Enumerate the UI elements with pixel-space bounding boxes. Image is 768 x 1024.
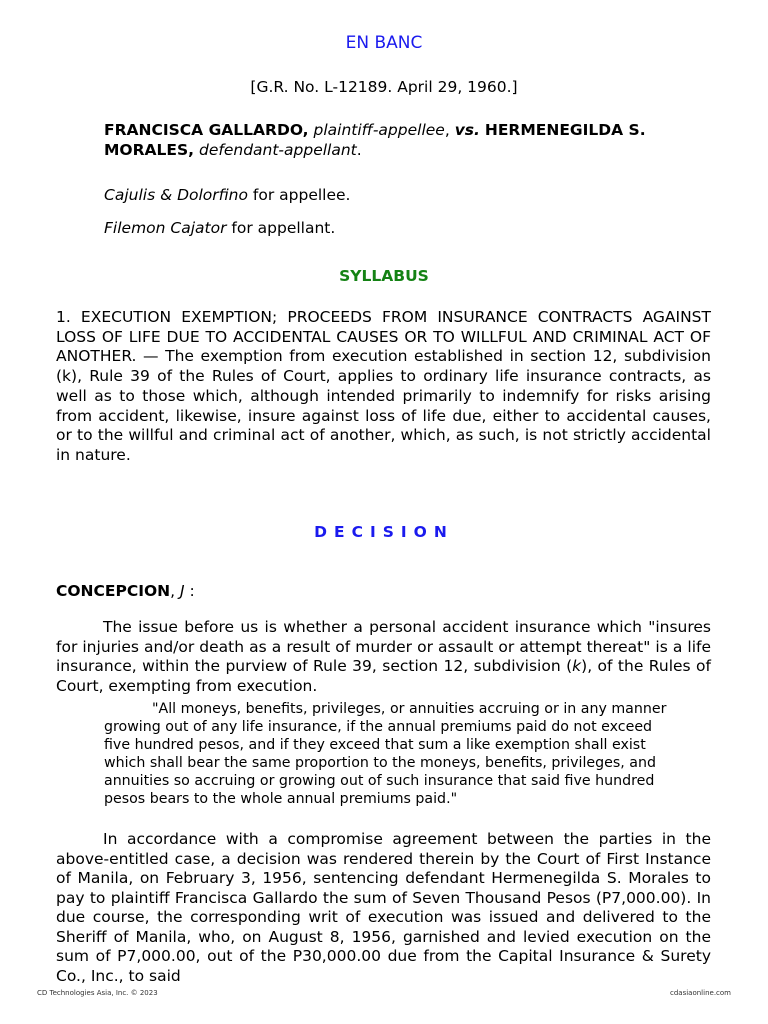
counsel-name: Cajulis & Dolorfino <box>104 186 248 204</box>
decision-paragraph-1 <box>56 618 711 696</box>
counsel-role: for appellee. <box>252 186 351 204</box>
footer-site: cdasiaonline.com <box>670 989 731 997</box>
case-parties: FRANCISCA GALLARDO, plaintiff-appellee, vs. HERMENEGILDA S. MORALES, defendant-appellant. <box>104 121 646 159</box>
decision-paragraph-2: In accordance with a compromise agreement between the parties in the above-entitled case, a decision was rendered therein by the Court of First Instance of Manila, on February 3, 1956, sentencing defendant Hermenegilda S. Morales to pay to plaintiff Francisca Gallardo the sum of Seven Thousand Pesos (P7,000.00). In due course, the corresponding writ of execution was issued and delivered to the Sheriff of Manila, who, on August 8, 1956, garnished and levied execution on the sum of P7,000.00, out of the P30,000.00 due from the Capital Insurance & Surety Co., Inc., to said <box>56 830 711 985</box>
syllabus-text: EXECUTION EXEMPTION; PROCEEDS FROM INSURANCE CONTRACTS AGAINST LOSS OF LIFE DUE TO ACCIDENTAL CAUSES OR TO WILLFUL AND CRIMINAL ACT OF ANOTHER. — The exemption from execution established in section 12, subdivision (k), Rule 39 of the Rules of Court, applies to ordinary life insurance contracts, as well as to those which, although intended primarily to indemnify for risks arising from accident, likewise, insure against loss of life due, either to accidental causes, or to the willful and criminal act of another, which, as such, is not strictly accidental in nature. <box>56 308 711 464</box>
counsel-appellee <box>104 186 351 204</box>
block-quote <box>104 700 674 808</box>
versus-label: vs. <box>454 121 480 139</box>
defendant-name: HERMENEGILDA S. MORALES, <box>104 121 646 159</box>
para1-k: k <box>572 657 582 675</box>
quote-text: "All moneys, benefits, privileges, or annuities accruing or in any manner growing out of any life insurance, if the annual premiums paid do not exceed five hundred pesos, and if they exceed that sum a like exemption shall exist which shall bear the same proportion to the moneys, benefits, privileges, and annuities so accruing or growing out of such insurance that said five hundred pesos bears to the whole annual premiums paid." <box>104 701 667 807</box>
ponente: CONCEPCION, J : <box>56 582 195 600</box>
plaintiff-name: FRANCISCA GALLARDO, <box>104 121 309 139</box>
para1-text-a: The issue before us is whether a personal accident insurance which "insures for injuries and/or death as a result of murder or assault or attempt thereat" is a life insurance, within the purview of Rule 39, section 12, subdivision ( <box>56 618 711 675</box>
counsel-appellant <box>104 219 335 237</box>
court-division: EN BANC <box>345 33 423 53</box>
para1-text-b: ), of the Rules of Court, exempting from execution. <box>56 657 711 695</box>
counsel-role: for appellant. <box>231 219 336 237</box>
ponente-name: CONCEPCION <box>56 582 171 600</box>
syllabus-number: 1. <box>56 308 71 326</box>
defendant-role: defendant-appellant <box>199 141 357 159</box>
footer-copyright: CD Technologies Asia, Inc. © 2023 <box>37 989 158 997</box>
decision-heading: DECISION <box>314 523 454 541</box>
syllabus-heading: SYLLABUS <box>339 267 429 285</box>
counsel-name: Filemon Cajator <box>104 219 227 237</box>
syllabus-paragraph <box>56 308 711 466</box>
case-number: [G.R. No. L-12189. April 29, 1960.] <box>250 78 518 96</box>
ponente-suffix: J <box>180 582 185 600</box>
plaintiff-role: plaintiff-appellee <box>313 121 445 139</box>
